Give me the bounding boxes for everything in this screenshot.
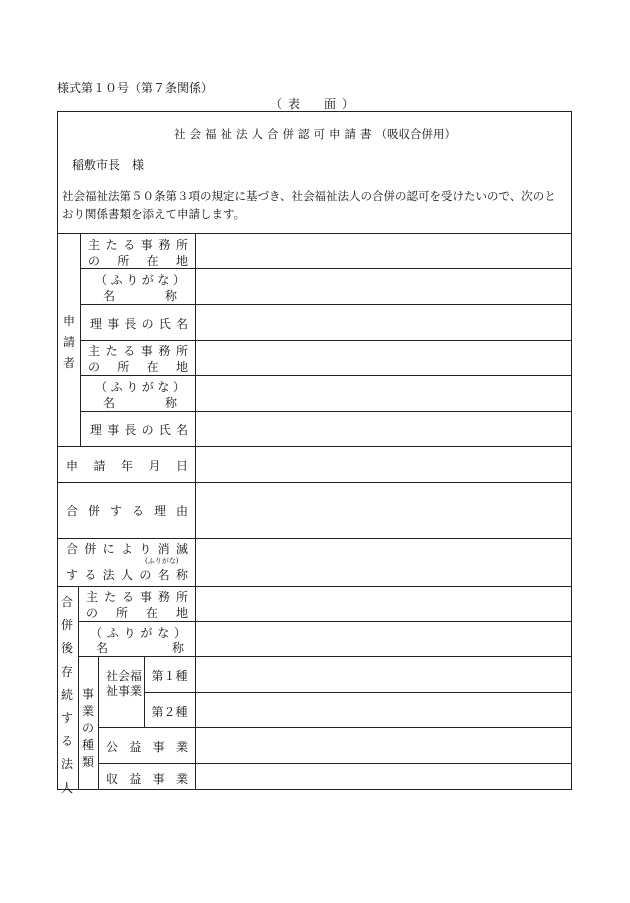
surviving-office-line1: 主たる事務所 <box>86 590 188 604</box>
side-label: （表 面） <box>269 97 360 111</box>
surviving-furigana: （ふりがな） <box>90 626 186 640</box>
title-main: 社会福祉法人合併認可申請書 <box>174 127 376 141</box>
statement: 社会福祉法第５０条第３項の規定に基づき、社会福祉法人の合併の認可を受けたいので、次のとおり関係書類を添えて申請します。 <box>62 189 556 221</box>
form-title <box>0 129 630 141</box>
form-number: 様式第１０号（第７条関係） <box>57 81 214 95</box>
type1-label: 第１種 <box>151 669 188 683</box>
addressee: 稲敷市長 様 <box>72 158 145 172</box>
surviving-office-line2: の所在地 <box>86 606 188 620</box>
profit-label: 収益事業 <box>106 772 188 786</box>
applicant-furigana: （ふりがな） <box>95 273 185 287</box>
applicant-office-line2: の所在地 <box>88 254 188 268</box>
applicant-office-line2-2: の所在地 <box>88 360 188 374</box>
applicant-name-label: 名称 <box>103 289 177 303</box>
type2-label: 第２種 <box>151 705 188 719</box>
extinct-line2: する法人の名称 <box>66 568 188 582</box>
applicant-chairman-label: 理事長の氏名 <box>90 317 188 331</box>
business-types-label: 事業の種類 <box>81 687 94 769</box>
merger-reason-label: 合併する理由 <box>66 504 188 518</box>
applicant-furigana-2: （ふりがな） <box>95 380 185 394</box>
extinct-furigana: (ふりがな) <box>145 557 179 565</box>
applicant-office-line1-2: 主たる事務所 <box>88 344 188 358</box>
applicant-group-label: 申請者 <box>62 314 75 370</box>
surviving-group-label: 合併後存続する法人 <box>60 595 73 795</box>
applicant-chairman-label-2: 理事長の氏名 <box>90 423 188 437</box>
surviving-name-label: 名称 <box>96 641 184 655</box>
public-interest-label: 公益事業 <box>106 740 188 754</box>
application-date-label: 申請年月日 <box>66 459 188 473</box>
extinct-line1: 合併により消滅 <box>66 542 188 556</box>
applicant-name-label-2: 名称 <box>103 396 177 410</box>
title-suffix: （吸収合併用） <box>375 127 456 141</box>
social-welfare-label: 社会福祉事業 <box>106 669 143 698</box>
applicant-office-line1: 主たる事務所 <box>88 238 188 252</box>
